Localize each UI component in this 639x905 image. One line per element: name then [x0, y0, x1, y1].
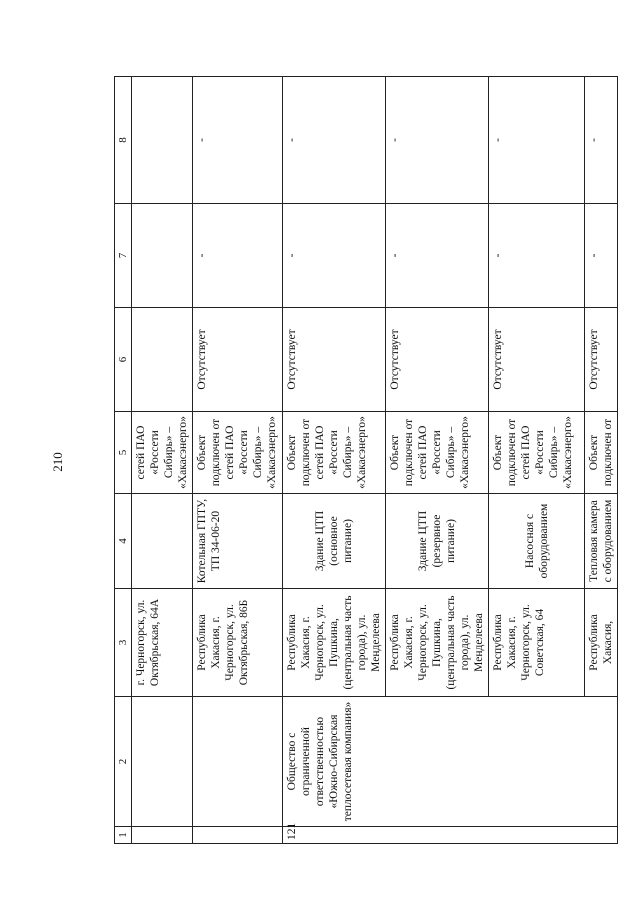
- header-col-5: 5: [115, 412, 132, 494]
- cell-address: Республика Хакасия, г. Черногорск, ул. Пушкина, (центральная часть города), ул. Менделеева: [386, 589, 489, 697]
- cell-col6: Отсутствует: [585, 308, 618, 412]
- cell-col6: [132, 308, 193, 412]
- cell-object: [132, 494, 193, 589]
- cell-power-source: Объект подключен от сетей ПАО «Россети Сибирь» – «Хакасэнерго»: [386, 412, 489, 494]
- cell-address: Республика Хакасия, г. Черногорск, ул. Советская, 64: [489, 589, 585, 697]
- cell-organization: Общество с ограниченной ответственностью «Южно-Сибирская теплосетевая компания»: [283, 697, 618, 827]
- cell-object: Здание ЦТП (резервное питание): [386, 494, 489, 589]
- table-row: [132, 77, 193, 844]
- cell-col8: -: [283, 77, 386, 204]
- header-row: [115, 77, 132, 844]
- cell-col7: [132, 204, 193, 308]
- cell-address: Республика Хакасия, г. Черногорск, ул. Пушкина, (центральная часть города), ул. Менделеева: [283, 589, 386, 697]
- cell-col6: Отсутствует: [193, 308, 283, 412]
- cell-power-source: Объект подключен от: [585, 412, 618, 494]
- cell-col8: [132, 77, 193, 204]
- header-col-6: 6: [115, 308, 132, 412]
- cell-col7: -: [386, 204, 489, 308]
- cell-power-source: Объект подключен от сетей ПАО «Россети Сибирь» – «Хакасэнерго»: [283, 412, 386, 494]
- cell-col8: -: [386, 77, 489, 204]
- rotated-table-frame: [114, 77, 614, 844]
- cell-number: [193, 827, 283, 844]
- cell-col7: -: [283, 204, 386, 308]
- header-col-4: 4: [115, 494, 132, 589]
- cell-organization: [193, 697, 283, 827]
- table-row: [193, 77, 283, 844]
- cell-col7: -: [193, 204, 283, 308]
- cell-object: Здание ЦТП (основное питание): [283, 494, 386, 589]
- page-number: 210: [50, 452, 65, 472]
- cell-object: Насосная с оборудованием: [489, 494, 585, 589]
- header-col-2: 2: [115, 697, 132, 827]
- cell-col6: Отсутствует: [283, 308, 386, 412]
- cell-address: Республика Хакасия, г. Черногорск, ул. Октябрьская, 86Б: [193, 589, 283, 697]
- cell-power-source: Объект подключен от сетей ПАО «Россети Сибирь» – «Хакасэнерго»: [193, 412, 283, 494]
- cell-col8: -: [585, 77, 618, 204]
- cell-address: г. Черногорск, ул. Октябрьская, 64А: [132, 589, 193, 697]
- table-row: [283, 77, 386, 844]
- cell-address: Республика Хакасия,: [585, 589, 618, 697]
- cell-col7: -: [489, 204, 585, 308]
- cell-power-source: сетей ПАО «Россети Сибирь» – «Хакасэнерго»: [132, 412, 193, 494]
- cell-organization: [132, 697, 193, 827]
- rotated-table-content: [114, 77, 614, 844]
- cell-object: Котельная ГПТУ, ТП 34-06-20: [193, 494, 283, 589]
- cell-col6: Отсутствует: [386, 308, 489, 412]
- header-col-8: 8: [115, 77, 132, 204]
- cell-object: Тепловая камера с оборудованием: [585, 494, 618, 589]
- cell-number: [132, 827, 193, 844]
- cell-number: 121: [283, 827, 618, 844]
- cell-col6: Отсутствует: [489, 308, 585, 412]
- cell-col8: -: [489, 77, 585, 204]
- registry-table: [114, 76, 618, 844]
- header-col-1: 1: [115, 827, 132, 844]
- header-col-7: 7: [115, 204, 132, 308]
- header-col-3: 3: [115, 589, 132, 697]
- cell-col8: -: [193, 77, 283, 204]
- cell-power-source: Объект подключен от сетей ПАО «Россети Сибирь» – «Хакасэнерго»: [489, 412, 585, 494]
- cell-col7: -: [585, 204, 618, 308]
